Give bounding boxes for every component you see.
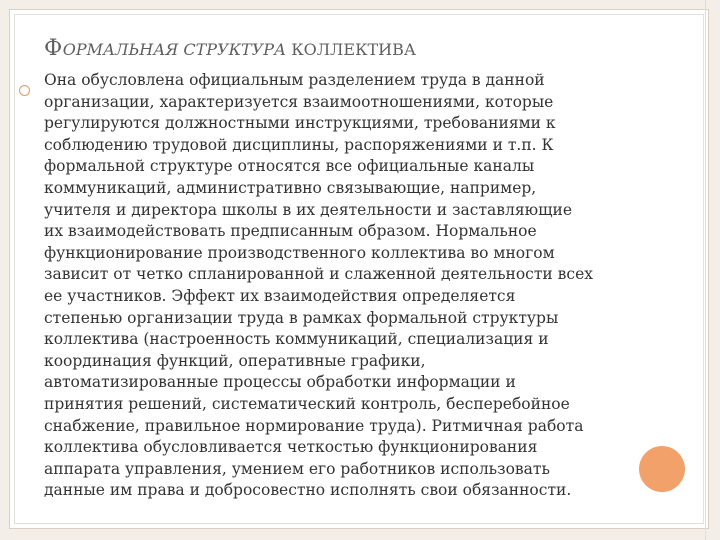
body-line: аппарата управления, умением его работников использовать [44, 459, 550, 478]
body-line: соблюдению трудовой дисциплины, распоряжениями и т.п. К [44, 135, 554, 154]
title-rest: КОЛЛЕКТИВА [286, 40, 416, 59]
body-line: регулируются должностными инструкциями, требованиями к [44, 114, 556, 133]
body-line: автоматизированные процессы обработки информации и [44, 373, 516, 392]
body-line: коллектива обусловливается четкостью функционирования [44, 438, 538, 457]
title-italic-part: ОРМАЛЬНАЯ СТРУКТУРА [62, 40, 287, 59]
decorative-line [705, 0, 706, 540]
body-line: данные им права и добросовестно исполнять свои обязанности. [44, 481, 572, 500]
body-line: функционирование производственного коллектива во многом [44, 243, 555, 262]
body-paragraph [44, 70, 676, 502]
body-line: формальной структуре относятся все официальные каналы [44, 157, 535, 176]
body-line: их взаимодействовать предписанным образом. Нормальное [44, 222, 537, 241]
body-line: коммуникаций, административно связывающие, например, [44, 178, 537, 197]
body-line: коллектива (настроенность коммуникаций, специализация и [44, 330, 549, 349]
body-line: учителя и директора школы в их деятельности и заставляющие [44, 200, 573, 219]
decorative-orange-circle [639, 446, 685, 492]
title-initial-letter: Ф [44, 36, 63, 61]
body-line: ее участников. Эффект их взаимодействия определяется [44, 286, 516, 305]
body-line: Она обусловлена официальным разделением труда в данной [44, 71, 545, 89]
body-line: зависит от четко спланированной и слаженной деятельности всех [44, 265, 594, 284]
bullet-icon [19, 85, 30, 96]
slide-title [44, 36, 416, 61]
body-line: организации, характеризуется взаимоотношениями, которые [44, 92, 554, 111]
body-line: степенью организации труда в рамках формальной структуры [44, 308, 559, 327]
body-line: снабжение, правильное нормирование труда). Ритмичная работа [44, 416, 584, 435]
body-line: принятия решений, систематический контроль, бесперебойное [44, 394, 570, 413]
body-line: координация функций, оперативные графики, [44, 351, 426, 370]
